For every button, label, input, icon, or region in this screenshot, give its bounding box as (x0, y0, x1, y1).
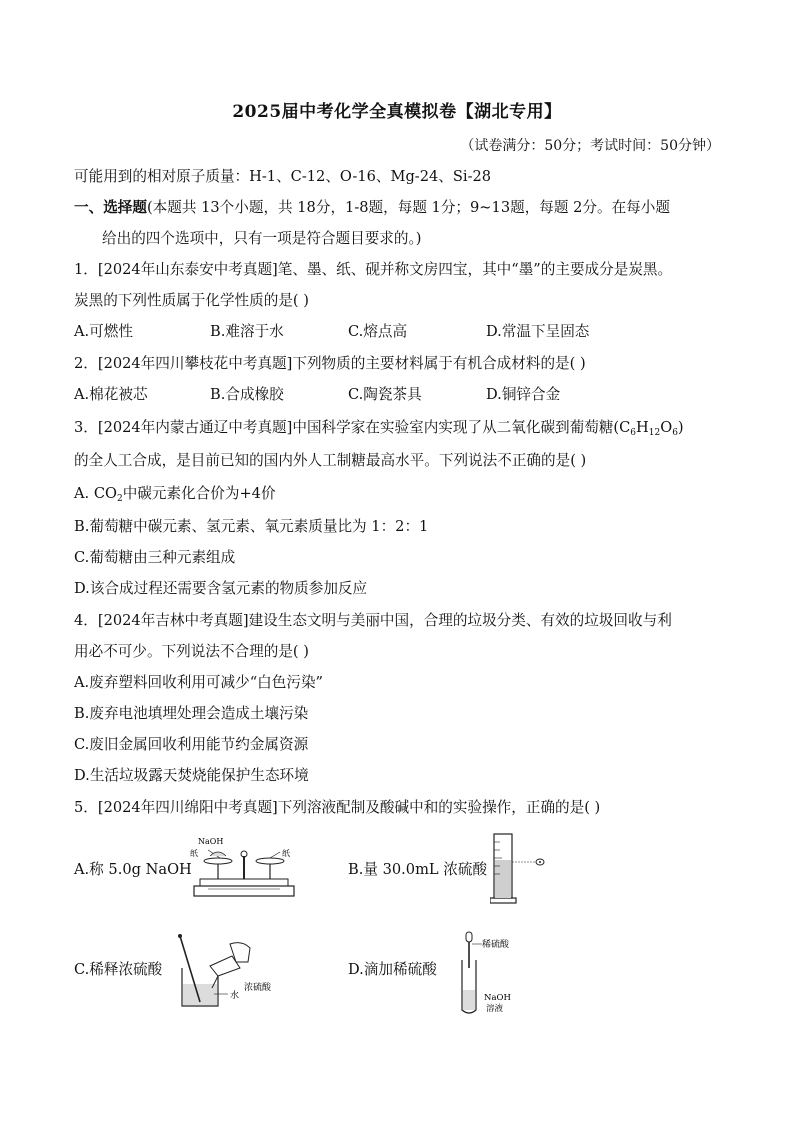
exam-title: 2025届中考化学全真模拟卷【湖北专用】 (232, 102, 562, 122)
q1-option-a[interactable]: A.可燃性 (74, 323, 133, 340)
q3-option-a[interactable]: A. $CO_2$中碳元素化合价为+4价 (74, 485, 276, 504)
q2-option-c[interactable]: C.陶瓷茶具 (348, 386, 422, 403)
graduated-cylinder-figure (490, 832, 550, 906)
dilute-acid-beaker-figure (170, 932, 290, 1012)
fig-c-acid-label: 浓硫酸 (244, 983, 272, 993)
fig-a-naoh-label: NaOH (198, 837, 224, 846)
q1-option-c[interactable]: C.熔点高 (348, 323, 408, 340)
fig-d-solution-label: 溶液 (486, 1004, 504, 1014)
q3-option-c[interactable]: C.葡萄糖由三种元素组成 (74, 549, 236, 566)
q1-stem: 1．[2024年山东泰安中考真题]笔、墨、纸、砚并称文房四宝，其中“墨”的主要成分是炭黑。 (74, 261, 673, 278)
q3-stem (74, 418, 684, 443)
q5-option-c[interactable]: C.稀释浓硫酸 (74, 961, 163, 978)
fig-a-paper-left: 纸 (190, 849, 198, 858)
q4-stem: 4．[2024年吉林中考真题]建设生态文明与美丽中国，合理的垃圾分类、有效的垃圾回收与利 (74, 612, 672, 629)
fig-a-paper-right: 纸 (282, 849, 290, 858)
q1-stem-cont: 炭黑的下列性质属于化学性质的是( ) (74, 292, 309, 309)
atomic-masses: 可能用到的相对原子质量：H-1、C-12、O-16、Mg-24、Si-28 (74, 168, 492, 185)
q2-option-a[interactable]: A.棉花被芯 (74, 386, 148, 403)
glucose-formula: $(C_6H_{12}O_6)$ (613, 419, 684, 438)
q4-option-c[interactable]: C.废旧金属回收利用能节约金属资源 (74, 736, 309, 753)
fig-d-naoh-label: NaOH (484, 993, 511, 1003)
q4-option-b[interactable]: B.废弃电池填埋处理会造成土壤污染 (74, 705, 309, 722)
q3-stem-cont: 的全人工合成，是目前已知的国内外人工制糖最高水平。下列说法不正确的是( ) (74, 452, 587, 469)
q5-option-b[interactable]: B.量 30.0mL 浓硫酸 (348, 861, 488, 878)
q4-option-a[interactable]: A.废弃塑料回收利用可减少“白色污染” (74, 674, 324, 691)
fig-c-water-label: 水 (230, 991, 240, 1001)
q3-option-d[interactable]: D.该合成过程还需要含氢元素的物质参加反应 (74, 580, 368, 597)
q5-stem: 5．[2024年四川绵阳中考真题]下列溶液配制及酸碱中和的实验操作，正确的是( ) (74, 799, 601, 816)
balance-scale-figure (188, 834, 298, 900)
q1-option-d[interactable]: D.常温下呈固态 (486, 323, 590, 340)
q1-option-b[interactable]: B.难溶于水 (210, 323, 284, 340)
section1-heading-line (74, 198, 670, 218)
q2-stem: 2．[2024年四川攀枝花中考真题]下列物质的主要材料属于有机合成材料的是( ) (74, 355, 586, 372)
section1-heading: 一、选择题 (74, 199, 147, 216)
dropper-test-tube-figure (458, 930, 538, 1016)
section1-desc: (本题共 13个小题，共 18分，1-8题，每题 1分；9~13题，每题 2分。在每小题 (146, 199, 670, 216)
section1-desc-cont: 给出的四个选项中，只有一项是符合题目要求的。) (102, 230, 422, 247)
q2-option-b[interactable]: B.合成橡胶 (210, 386, 284, 403)
q4-option-d[interactable]: D.生活垃圾露天焚烧能保护生态环境 (74, 767, 309, 784)
q5-option-d[interactable]: D.滴加稀硫酸 (348, 961, 437, 978)
q3-option-b[interactable]: B.葡萄糖中碳元素、氢元素、氧元素质量比为 1：2：1 (74, 518, 429, 535)
exam-info: （试卷满分：50分；考试时间：50分钟） (460, 138, 720, 154)
q3-stem-text: 3．[2024年内蒙古通辽中考真题]中国科学家在实验室内实现了从二氧化碳到葡萄糖 (74, 419, 614, 436)
fig-d-acid-label: 稀硫酸 (482, 940, 510, 950)
q4-stem-cont: 用必不可少。下列说法不合理的是( ) (74, 643, 309, 660)
q2-option-d[interactable]: D.铜锌合金 (486, 386, 561, 403)
q5-option-a[interactable]: A.称 5.0g NaOH (74, 861, 192, 878)
